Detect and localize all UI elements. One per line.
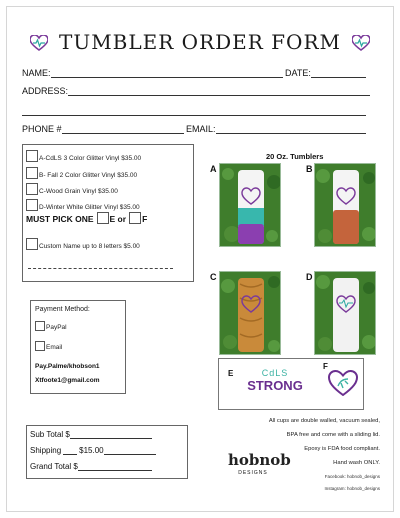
shipping-label: Shipping bbox=[30, 446, 62, 455]
date-label: DATE: bbox=[285, 68, 311, 78]
shipping-row bbox=[30, 446, 156, 455]
option-b[interactable] bbox=[26, 167, 137, 179]
sub-total-row bbox=[30, 430, 152, 439]
must-pick-row bbox=[26, 212, 147, 224]
option-b-checkbox[interactable] bbox=[26, 167, 38, 179]
grand-total-label: Grand Total $ bbox=[30, 462, 78, 471]
note-line-1: All cups are double walled, vacuum sealed, bbox=[268, 418, 380, 424]
tumbler-c-label: C bbox=[210, 272, 217, 282]
option-e-label: E or bbox=[109, 214, 127, 224]
payment-title: Payment Method: bbox=[35, 306, 90, 313]
hobnob-logo bbox=[228, 451, 291, 492]
option-a[interactable] bbox=[26, 150, 141, 162]
payment-email[interactable] bbox=[35, 341, 62, 351]
date-row bbox=[285, 68, 366, 78]
note-line-3: Epoxy is FDA food compliant. bbox=[304, 446, 380, 452]
option-custom[interactable] bbox=[26, 238, 140, 250]
paypal-checkbox[interactable] bbox=[35, 321, 45, 331]
tumbler-a-photo bbox=[219, 163, 281, 247]
option-a-label: A-CdLS 3 Color Glitter Vinyl $35.00 bbox=[39, 155, 142, 162]
custom-name-entry[interactable] bbox=[28, 268, 173, 269]
name-label: NAME: bbox=[22, 68, 51, 78]
option-c-checkbox[interactable] bbox=[26, 183, 38, 195]
heart-left-icon bbox=[30, 32, 48, 56]
tumbler-d-label: D bbox=[306, 272, 313, 282]
form-title bbox=[0, 30, 400, 56]
decal-f-label: F bbox=[323, 362, 328, 371]
name-row bbox=[22, 68, 283, 78]
email-payment-label: Email bbox=[46, 344, 63, 351]
email-row bbox=[186, 124, 366, 134]
address-row bbox=[22, 86, 370, 96]
email-field[interactable] bbox=[216, 124, 366, 134]
sub-total-field[interactable] bbox=[70, 430, 152, 439]
option-c[interactable] bbox=[26, 183, 118, 195]
paypal-address: Pay.Palme/khobson1 bbox=[35, 363, 100, 370]
logo-text: hobnob bbox=[228, 451, 291, 469]
email-address: Xtfoote1@gmail.com bbox=[35, 377, 100, 384]
heart-right-icon bbox=[352, 32, 370, 56]
option-a-checkbox[interactable] bbox=[26, 150, 38, 162]
phone-field[interactable] bbox=[62, 124, 184, 134]
custom-name-label: Custom Name up to 8 letters $5.00 bbox=[39, 243, 140, 250]
address-row-2 bbox=[22, 106, 366, 116]
shipping-value: $15.00 bbox=[79, 446, 104, 455]
email-label: EMAIL: bbox=[186, 124, 216, 134]
phone-row bbox=[22, 124, 184, 134]
payment-paypal[interactable] bbox=[35, 321, 67, 331]
address-field-2[interactable] bbox=[22, 106, 366, 116]
must-pick-label: MUST PICK ONE bbox=[26, 214, 94, 224]
tumbler-d-photo bbox=[314, 271, 376, 355]
decal-e-label: E bbox=[228, 369, 234, 378]
tumbler-b-label: B bbox=[306, 164, 313, 174]
sub-total-label: Sub Total $ bbox=[30, 430, 70, 439]
address-field[interactable] bbox=[68, 86, 370, 96]
grand-total-row bbox=[30, 462, 152, 471]
option-d-label: D-Winter White Glitter Vinyl $35.00 bbox=[39, 204, 140, 211]
decal-e-line2: STRONG bbox=[247, 378, 303, 393]
tumbler-b-photo bbox=[314, 163, 376, 247]
tumbler-a-label: A bbox=[210, 164, 217, 174]
email-checkbox[interactable] bbox=[35, 341, 45, 351]
name-field[interactable] bbox=[51, 68, 283, 78]
option-f-label: F bbox=[142, 214, 148, 224]
instagram-handle: Instagram: hobnob_designs bbox=[324, 486, 380, 491]
tumbler-c-photo bbox=[219, 271, 281, 355]
address-label: ADDRESS: bbox=[22, 86, 69, 96]
logo-subtext: DESIGNS bbox=[238, 470, 268, 476]
grand-total-field[interactable] bbox=[78, 462, 152, 471]
option-d[interactable] bbox=[26, 199, 140, 211]
option-c-label: C-Wood Grain Vinyl $35.00 bbox=[39, 188, 118, 195]
facebook-handle: Facebook: hobnob_designs bbox=[324, 474, 380, 479]
decal-e-line1: CdLS bbox=[261, 368, 289, 378]
option-d-checkbox[interactable] bbox=[26, 199, 38, 211]
custom-name-checkbox[interactable] bbox=[26, 238, 38, 250]
paypal-label: PayPal bbox=[46, 324, 67, 331]
form-title-text: TUMBLER ORDER FORM bbox=[59, 30, 341, 54]
tumblers-heading: 20 Oz. Tumblers bbox=[266, 152, 324, 161]
option-e-checkbox[interactable] bbox=[97, 212, 109, 224]
note-line-2: BPA free and come with a sliding lid. bbox=[286, 432, 380, 438]
date-field[interactable] bbox=[311, 68, 366, 78]
phone-label: PHONE # bbox=[22, 124, 62, 134]
decal-f-heart-icon bbox=[328, 370, 358, 401]
option-b-label: B- Fall 2 Color Glitter Vinyl $35.00 bbox=[39, 172, 138, 179]
note-line-4: Hand wash ONLY. bbox=[333, 460, 380, 466]
option-f-checkbox[interactable] bbox=[129, 212, 141, 224]
